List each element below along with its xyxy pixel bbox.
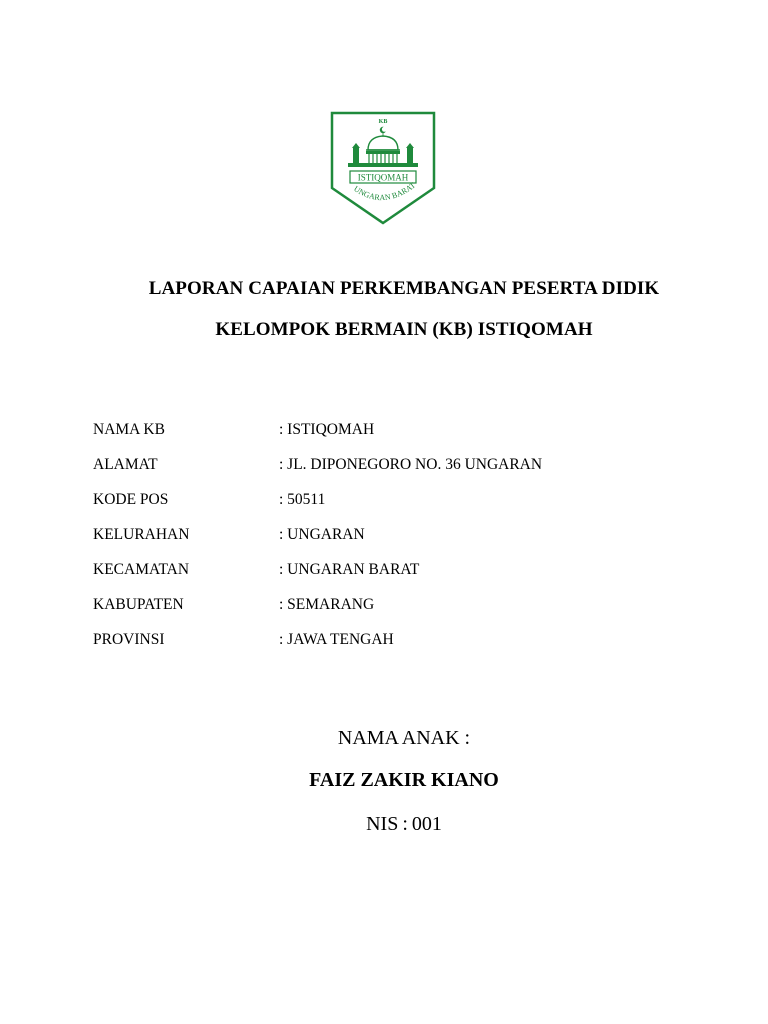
student-name-heading: NAMA ANAK : xyxy=(337,727,471,749)
info-value: : UNGARAN xyxy=(279,526,365,543)
info-row-kelurahan xyxy=(93,526,713,561)
student-name: FAIZ ZAKIR KIANO xyxy=(309,769,499,791)
info-row-kecamatan xyxy=(93,561,713,596)
nis-separator: : xyxy=(402,813,408,835)
info-value: : SEMARANG xyxy=(279,596,375,613)
info-label: NAMA KB xyxy=(93,421,165,438)
student-nis xyxy=(20,813,768,836)
info-row-provinsi xyxy=(93,631,713,666)
nis-label: NIS xyxy=(366,813,399,835)
svg-text:ISTIQOMAH: ISTIQOMAH xyxy=(357,172,409,183)
info-label: KODE POS xyxy=(93,491,169,508)
info-row-alamat xyxy=(93,456,713,491)
school-logo xyxy=(328,110,438,226)
svg-text:KB: KB xyxy=(378,119,388,125)
report-subtitle: KELOMPOK BERMAIN (KB) ISTIQOMAH xyxy=(215,319,593,340)
info-value: : ISTIQOMAH xyxy=(279,421,375,438)
info-value: : UNGARAN BARAT xyxy=(279,561,420,578)
info-label: ALAMAT xyxy=(93,456,158,473)
info-row-kode-pos xyxy=(93,491,713,526)
info-label: KABUPATEN xyxy=(93,596,184,613)
info-label: PROVINSI xyxy=(93,631,165,648)
info-label: KECAMATAN xyxy=(93,561,190,578)
info-value: : JAWA TENGAH xyxy=(279,631,394,648)
report-title: LAPORAN CAPAIAN PERKEMBANGAN PESERTA DIDIK xyxy=(148,278,660,299)
school-info-table xyxy=(93,421,713,666)
mosque-icon xyxy=(328,110,438,226)
info-value: : 50511 xyxy=(279,491,326,508)
info-value: : JL. DIPONEGORO NO. 36 UNGARAN xyxy=(279,456,543,473)
svg-text:UNGARAN BARAT: UNGARAN BARAT xyxy=(352,180,418,203)
nis-value: 001 xyxy=(411,813,442,835)
info-row-nama-kb xyxy=(93,421,713,456)
info-row-kabupaten xyxy=(93,596,713,631)
info-label: KELURAHAN xyxy=(93,526,190,543)
